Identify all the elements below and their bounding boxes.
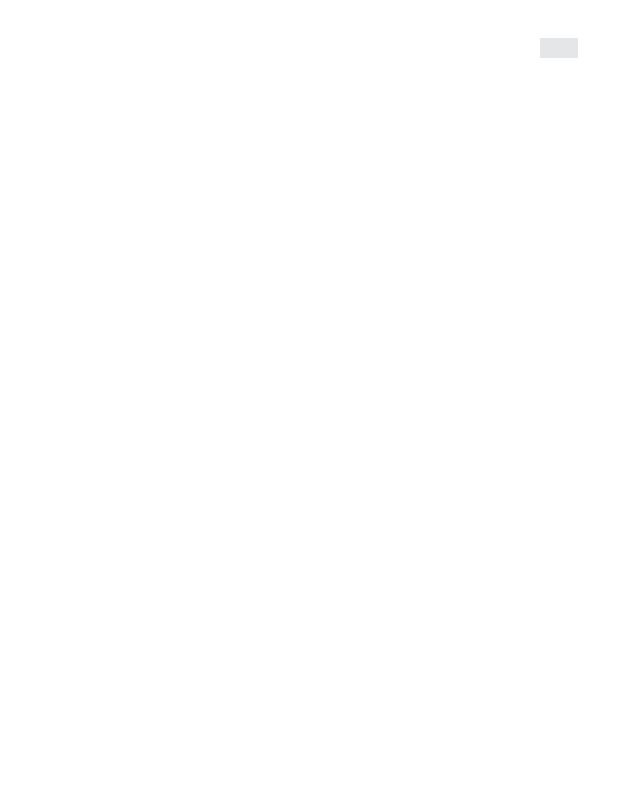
page-number — [540, 38, 578, 58]
page-header — [0, 40, 622, 62]
